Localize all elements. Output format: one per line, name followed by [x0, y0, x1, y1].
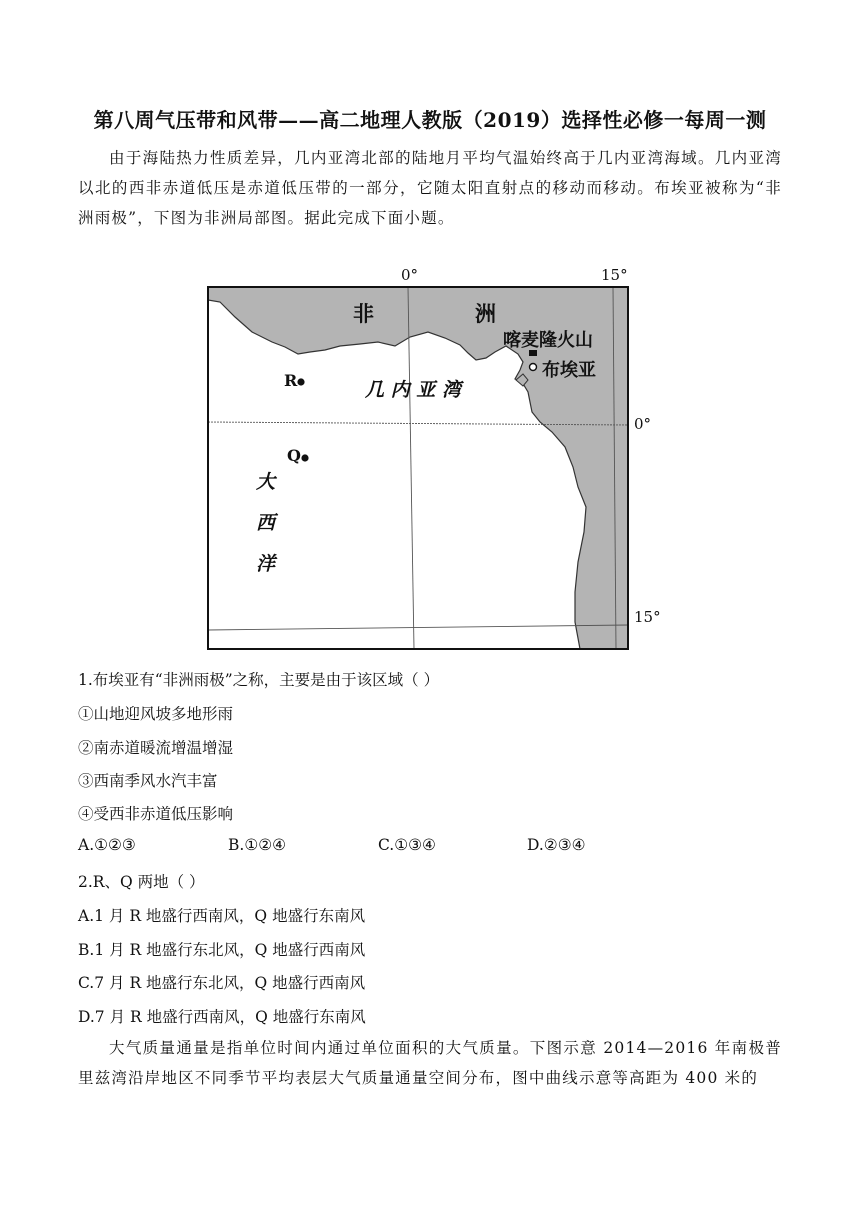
- q1-option-b[interactable]: B.①②④: [228, 836, 287, 854]
- outro-paragraph: 大气质量通量是指单位时间内通过单位面积的大气质量。下图示意 2014—2016 年南极普里兹湾沿岸地区不同季节平均表层大气质量通量空间分布，图中曲线示意等高距为 400 米的: [78, 1039, 782, 1087]
- label-xi: 西: [256, 512, 276, 534]
- lat-15-label: 15°: [634, 608, 661, 626]
- label-volcano: 喀麦隆火山: [503, 330, 593, 351]
- label-yang: 洋: [256, 553, 276, 575]
- q1-stem: 1.布埃亚有“非洲雨极”之称，主要是由于该区域（ ）: [78, 671, 440, 689]
- q2-option-d[interactable]: D.7 月 R 地盛行西南风，Q 地盛行东南风: [78, 1008, 366, 1026]
- lon-0-label: 0°: [401, 266, 419, 284]
- label-buea: 布埃亚: [542, 360, 596, 381]
- point-q-marker: [301, 454, 308, 461]
- q1-item-2: ②南赤道暖流增温增湿: [78, 739, 234, 757]
- q2-stem: 2.R、Q 两地（ ）: [78, 873, 205, 891]
- label-da: 大: [256, 471, 276, 493]
- point-q-label: Q: [287, 446, 301, 465]
- africa-map: [190, 262, 670, 654]
- label-zhou: 洲: [475, 301, 496, 326]
- q2-option-c[interactable]: C.7 月 R 地盛行东北风，Q 地盛行西南风: [78, 974, 366, 992]
- q1-option-c[interactable]: C.①③④: [378, 836, 436, 854]
- q2-option-a[interactable]: A.1 月 R 地盛行西南风，Q 地盛行东南风: [78, 907, 366, 925]
- label-fei: 非: [353, 301, 374, 326]
- q1-item-1: ①山地迎风坡多地形雨: [78, 705, 234, 723]
- q1-option-d[interactable]: D.②③④: [527, 836, 586, 854]
- point-r-marker: [297, 378, 304, 385]
- lat-0-label: 0°: [634, 415, 652, 433]
- map-drawing: [190, 262, 670, 654]
- point-r-label: R: [284, 371, 298, 390]
- intro-paragraph: 由于海陆热力性质差异，几内亚湾北部的陆地月平均气温始终高于几内亚湾海域。几内亚湾以北的西非赤道低压是赤道低压带的一部分，它随太阳直射点的移动而移动。布埃亚被称为“非洲雨极”，下图为非洲局部图。据此完成下面小题。: [78, 149, 782, 227]
- q1-option-a[interactable]: A.①②③: [78, 836, 136, 854]
- lon-15-label: 15°: [601, 266, 628, 284]
- page-title: 第八周气压带和风带——高二地理人教版（2019）选择性必修一每周一测: [93, 108, 767, 132]
- buea-marker: [530, 364, 537, 371]
- q1-item-3: ③西南季风水汽丰富: [78, 772, 218, 790]
- q2-option-b[interactable]: B.1 月 R 地盛行东北风，Q 地盛行西南风: [78, 941, 366, 959]
- label-gulf-of-guinea: 几 内 亚 湾: [365, 379, 461, 401]
- q1-item-4: ④受西非赤道低压影响: [78, 805, 234, 823]
